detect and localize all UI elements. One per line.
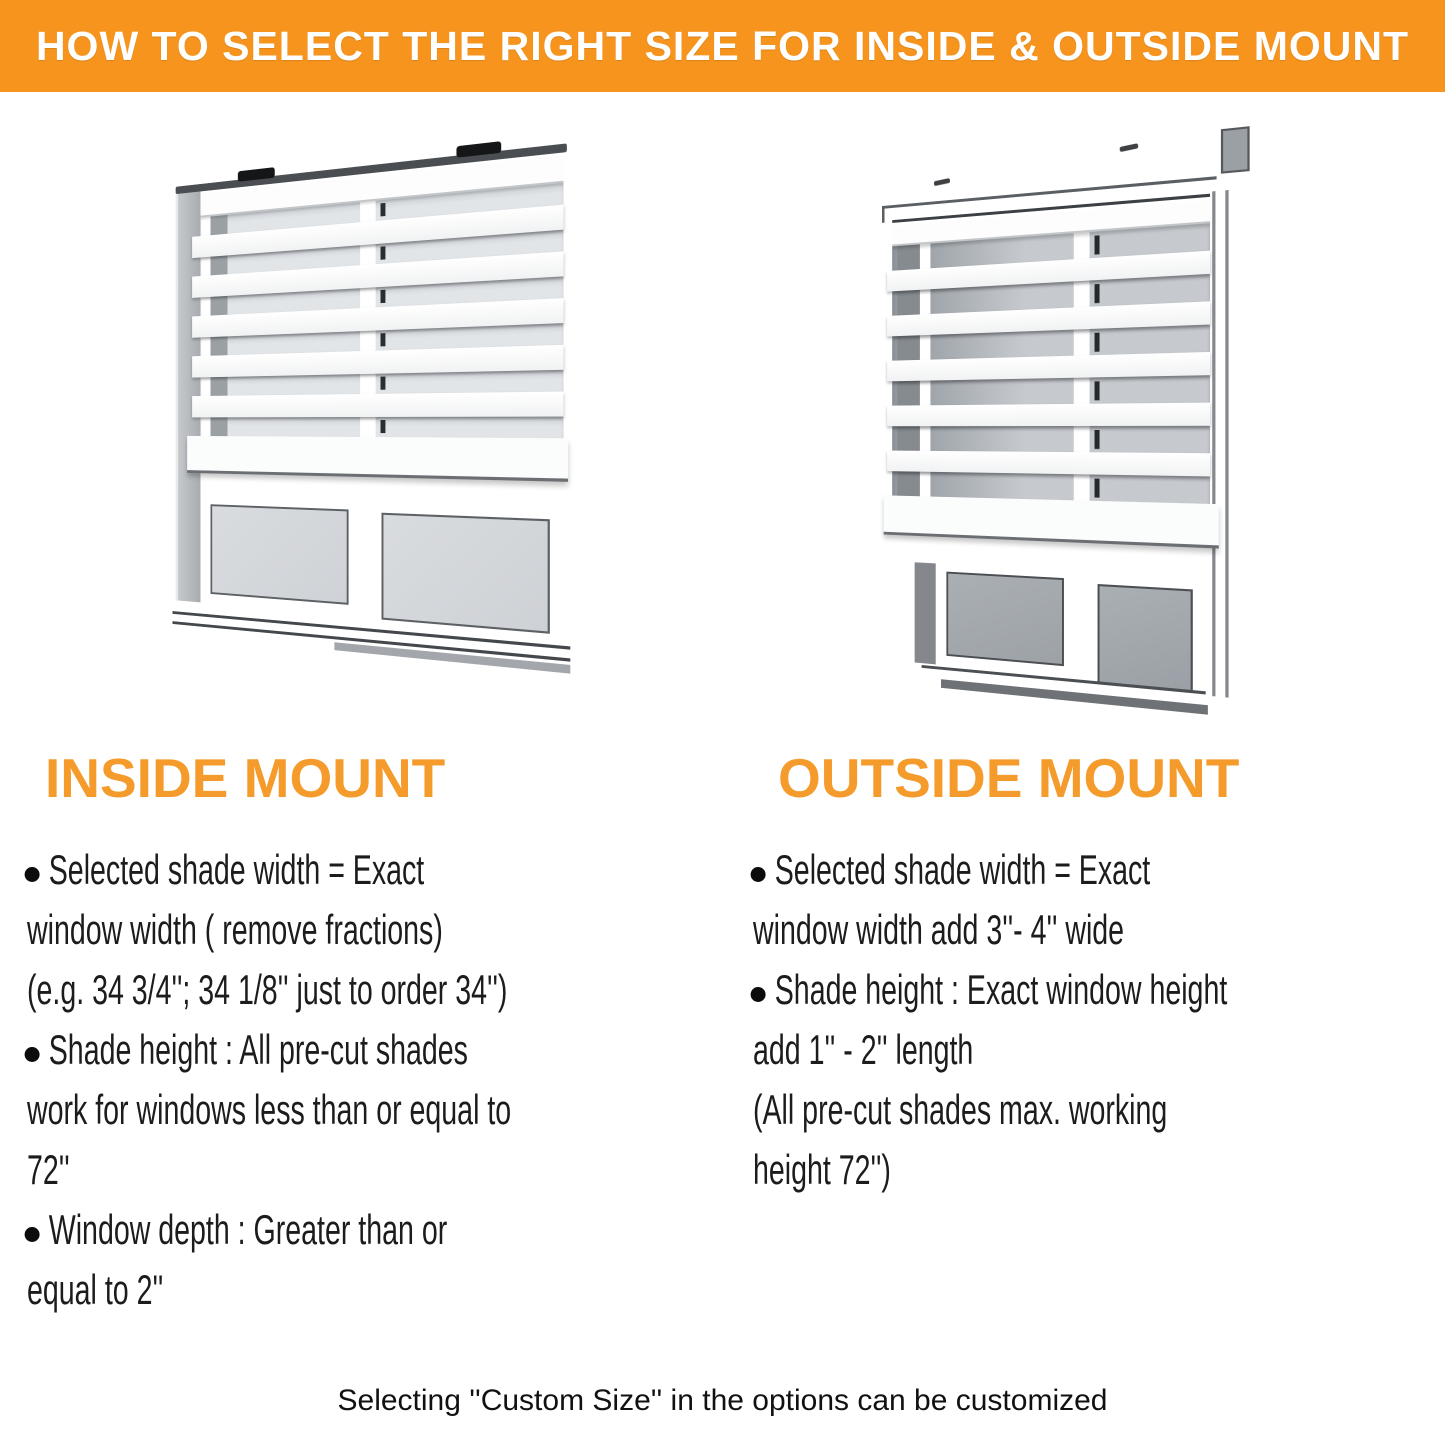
bullet-line [27, 1200, 680, 1260]
blind-bottom-bar [884, 495, 1219, 548]
wall-line-end [882, 206, 885, 223]
bullet-text: window width ( remove fractions) [27, 906, 443, 953]
bullet-line [27, 1140, 680, 1200]
bullet-text: height 72'') [753, 1146, 891, 1193]
blind-sheer-stripe [892, 426, 1210, 453]
window-pane [211, 504, 349, 605]
inside-mount-illustration [148, 150, 578, 695]
bullet-line [753, 960, 1406, 1020]
bullet-text: Window depth : Greater than or [48, 1206, 448, 1253]
bullet-line [753, 1080, 1406, 1140]
bullet-line [27, 1260, 680, 1320]
bullet-text: Selected shade width = Exact [774, 846, 1151, 893]
bullet-text: window width add 3''- 4'' wide [753, 906, 1125, 953]
bullet-line [753, 900, 1406, 960]
custom-size-note: Selecting ''Custom Size'' in the options can be customized [337, 1384, 1108, 1417]
outside-mount-heading: OUTSIDE MOUNT [778, 747, 1240, 809]
inside-mount-heading: INSIDE MOUNT [45, 747, 446, 809]
bullet-dot [25, 1047, 40, 1062]
mounting-bracket-block [1221, 126, 1250, 174]
bullet-text: (All pre-cut shades max. working [753, 1086, 1168, 1133]
window-pane [381, 513, 549, 634]
inside-mount-bullet-list [27, 840, 680, 1320]
page-title: HOW TO SELECT THE RIGHT SIZE FOR INSIDE & OUTSIDE MOUNT [35, 22, 1410, 69]
window-reveal [915, 562, 936, 664]
wall-trim-strip [1212, 190, 1228, 698]
bullet-line [27, 1080, 680, 1140]
blind-bottom-bar [187, 436, 568, 482]
bullet-text: 72'' [27, 1146, 70, 1193]
bullet-line [27, 960, 680, 1020]
bullet-line [753, 1140, 1406, 1200]
outside-mount-window-scene [880, 120, 1272, 740]
bullet-line [753, 840, 1406, 900]
window-lower-frame [915, 562, 1206, 719]
zebra-blind [892, 200, 1210, 548]
bullet-text: add 1'' - 2'' length [753, 1026, 974, 1073]
window-pane [946, 572, 1064, 667]
blind-solid-stripe [887, 403, 1210, 427]
bullet-line [753, 1020, 1406, 1080]
blind-sheer-stripe [200, 417, 563, 439]
bullet-dot [25, 867, 40, 882]
bullet-line [27, 840, 680, 900]
bullet-dot [751, 867, 766, 882]
bullet-text: (e.g. 34 3/4''; 34 1/8'' just to order 34'') [27, 966, 508, 1013]
bullet-dot [25, 1227, 40, 1242]
ceiling-mark-icon [934, 178, 950, 186]
bullet-line [27, 900, 680, 960]
ceiling-mark-icon [1120, 143, 1139, 152]
window-pane [1098, 584, 1193, 694]
bullet-line [27, 1020, 680, 1080]
outside-mount-illustration [862, 142, 1262, 717]
bullet-text: work for windows less than or equal to [27, 1086, 512, 1133]
bullet-text: equal to 2'' [27, 1266, 164, 1313]
bullet-text: Selected shade width = Exact [48, 846, 425, 893]
title-banner [0, 0, 1445, 92]
bullet-text: Shade height : All pre-cut shades [48, 1026, 468, 1073]
outside-mount-bullet-list [753, 840, 1406, 1200]
bullet-text: Shade height : Exact window height [774, 966, 1228, 1013]
inside-mount-window-scene [172, 123, 591, 722]
zebra-blind [200, 155, 563, 482]
blind-solid-stripe [192, 392, 563, 418]
bullet-dot [751, 987, 766, 1002]
